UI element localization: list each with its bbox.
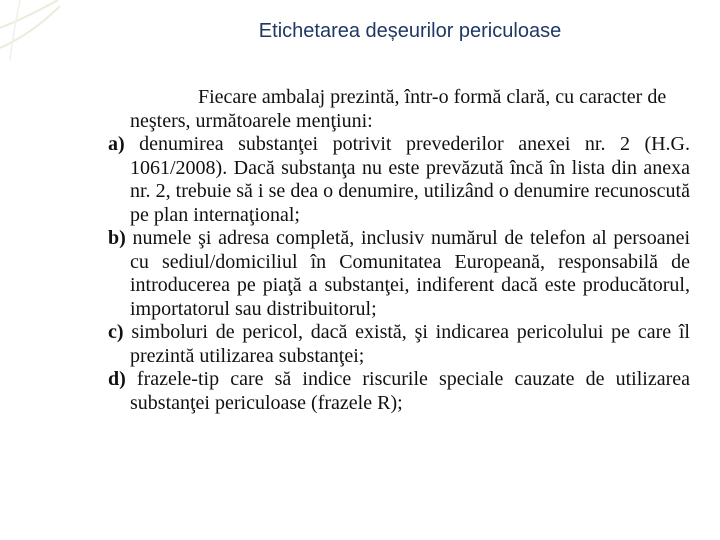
document-body (108, 86, 690, 415)
list-item-b (108, 227, 690, 321)
decorative-crescent (26, 88, 88, 212)
list-item-a (108, 133, 690, 227)
page-title: Etichetarea deșeurilor periculoase (258, 20, 562, 42)
decorative-curves (0, 0, 120, 300)
intro-paragraph: Fiecare ambalaj prezintă, într-o formă clară, cu caracter de neşters, următoarele menţiuni: (130, 86, 667, 132)
item-text: frazele-tip care să indice riscurile speciale cauzate de utilizarea substanţei periculoase (frazele R); (125, 368, 690, 414)
item-text: numele şi adresa completă, inclusiv numărul de telefon al persoanei cu sediul/domiciliul în Comunitatea Europeană, responsabilă de introducerea pe piaţă a substanţei, indiferent dacă este producătorul, importatorul sau distribuitorul; (125, 227, 690, 320)
item-marker: d) (108, 368, 126, 390)
list-item-d (108, 368, 690, 415)
item-marker: b) (108, 227, 126, 249)
item-marker: a) (108, 133, 125, 155)
item-text: simboluri de pericol, dacă există, şi indicarea pericolului pe care îl prezintă utilizarea substanţei; (123, 321, 690, 367)
item-text: denumirea substanţei potrivit prevederilor anexei nr. 2 (H.G. 1061/2008). Dacă substanţa nu este prevăzută încă în lista din anexa nr. 2, trebuie să i se dea o denumire, utilizând o denumire recunoscută pe plan internaţional; (124, 133, 690, 226)
item-marker: c) (108, 321, 124, 343)
list-item-c (108, 321, 690, 368)
